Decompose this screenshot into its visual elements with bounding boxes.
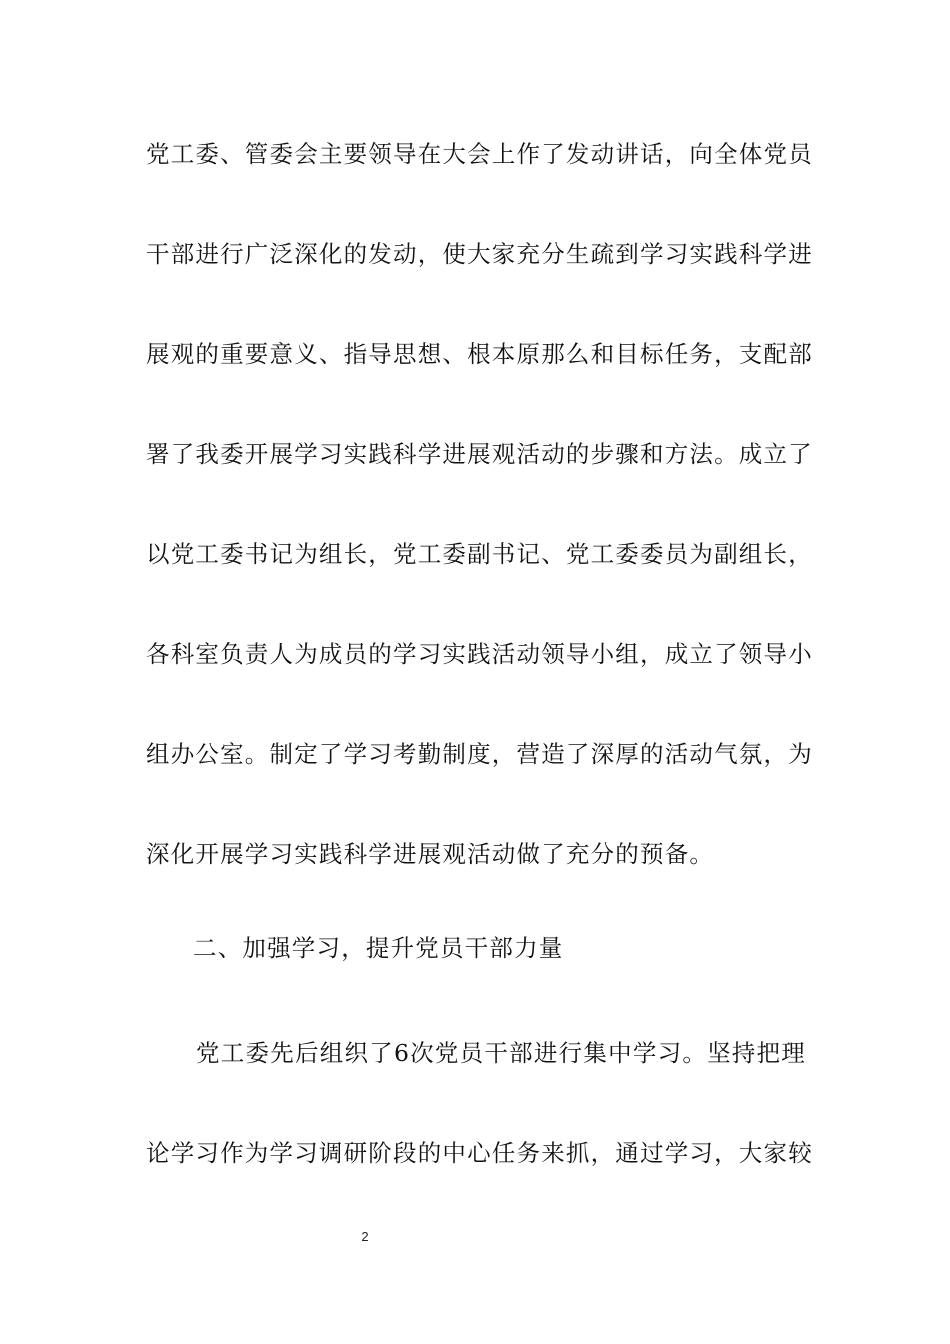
page-number: 2: [361, 1229, 369, 1244]
body-text-line: 论学习作为学习调研阶段的中心任务来抓，通过学习，大家较: [146, 1139, 813, 1167]
body-text-line: 署了我委开展学习实践科学进展观活动的步骤和方法。成立了: [146, 440, 813, 468]
section-heading: 二、加强学习，提升党员干部力量: [193, 934, 564, 962]
body-text-line: 干部进行广泛深化的发动，使大家充分生疏到学习实践科学进: [146, 240, 813, 268]
body-text-line: 党工委先后组织了6次党员干部进行集中学习。坚持把理: [196, 1039, 806, 1067]
body-text-line: 深化开展学习实践科学进展观活动做了充分的预备。: [146, 840, 715, 868]
body-text-line: 党工委、管委会主要领导在大会上作了发动讲话，向全体党员: [146, 140, 813, 168]
body-text-line: 各科室负责人为成员的学习实践活动领导小组，成立了领导小: [146, 640, 813, 668]
body-text-line: 展观的重要意义、指导思想、根本原那么和目标任务，支配部: [146, 340, 813, 368]
body-text-line: 以党工委书记为组长，党工委副书记、党工委委员为副组长，: [146, 540, 813, 568]
body-text-line: 组办公室。制定了学习考勤制度，营造了深厚的活动气氛，为: [146, 740, 813, 768]
